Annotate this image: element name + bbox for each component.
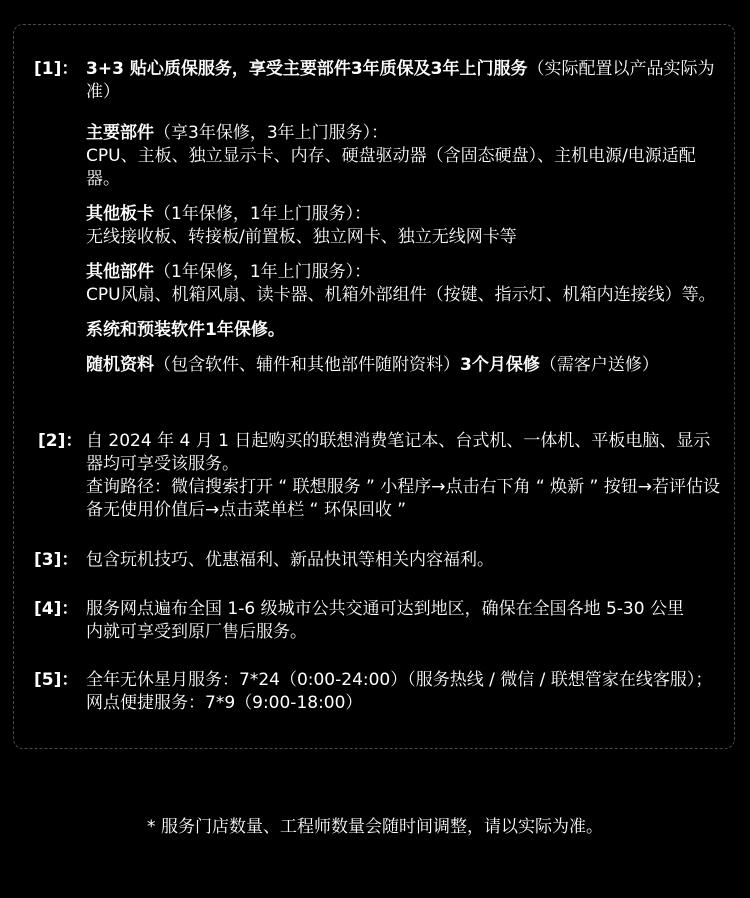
other-cards-text: 无线接收板、转接板/前置板、独立网卡、独立无线网卡等 <box>86 227 517 247</box>
note-1-headline-bold: 3+3 贴心质保服务，享受主要部件3年质保及3年上门服务 <box>86 59 528 79</box>
note-4-text: 服务网点遍布全国 1-6 级城市公共交通可达到地区，确保在全国各地 5-30 公里内就可享受到原厂售后服务。 <box>86 599 684 642</box>
other-parts-title: 其他部件 <box>86 262 154 282</box>
note-5-body <box>86 669 722 715</box>
note-1-body <box>86 58 722 377</box>
note-3-tag: [3]： <box>34 550 79 570</box>
software-warranty: 系统和预装软件1年保修。 <box>86 320 285 340</box>
note-2-tag: [2]： <box>38 431 83 451</box>
note-2-line1: 自 2024 年 4 月 1 日起购买的联想消费笔记本、台式机、一体机、平板电脑、显示器均可享受该服务。 <box>86 431 711 474</box>
other-parts <box>86 261 722 307</box>
main-parts-title: 主要部件 <box>86 123 154 143</box>
note-4-tag: [4]： <box>34 599 79 619</box>
other-parts-text: CPU风扇、机箱风扇、读卡器、机箱外部组件（按键、指示灯、机箱内连接线）等。 <box>86 285 716 305</box>
note-2-body <box>86 430 722 522</box>
note-3-body <box>86 549 722 572</box>
materials <box>86 354 722 377</box>
other-cards-title-rest: （1年保修，1年上门服务）： <box>154 204 372 224</box>
main-parts-title-rest: （享3年保修，3年上门服务）： <box>154 123 389 143</box>
note-1-tag: [1]： <box>34 59 79 79</box>
footnote: * 服务门店数量、工程师数量会随时间调整，请以实际为准。 <box>147 817 603 837</box>
other-cards <box>86 203 722 249</box>
main-parts <box>86 122 722 191</box>
main-parts-text: CPU、主板、独立显示卡、内存、硬盘驱动器（含固态硬盘）、主机电源/电源适配器。 <box>86 146 696 189</box>
other-parts-title-rest: （1年保修，1年上门服务）： <box>154 262 372 282</box>
note-4-body <box>86 598 686 644</box>
materials-warranty: 3个月保修 <box>460 355 540 375</box>
other-cards-title: 其他板卡 <box>86 204 154 224</box>
note-1-headline-rest: （实际配置以产品实际为准） <box>86 59 715 102</box>
materials-middle: （包含软件、辅件和其他部件随附资料） <box>154 355 460 375</box>
note-5-text: 全年无休星月服务：7*24（0:00-24:00）（服务热线 / 微信 / 联想管家在线客服）；网点便捷服务：7*9（9:00-18:00） <box>86 670 713 713</box>
materials-tail: （需客户送修） <box>539 355 659 375</box>
note-1-headline <box>86 58 722 104</box>
note-3-text: 包含玩机技巧、优惠福利、新品快讯等相关内容福利。 <box>86 550 494 570</box>
materials-title: 随机资料 <box>86 355 154 375</box>
note-5-tag: [5]： <box>34 670 79 690</box>
note-2-line2: 查询路径：微信搜索打开 “ 联想服务 ” 小程序→点击右下角 “ 焕新 ” 按钮→若评估设备无使用价值后→点击菜单栏 “ 环保回收 ” <box>86 477 720 520</box>
